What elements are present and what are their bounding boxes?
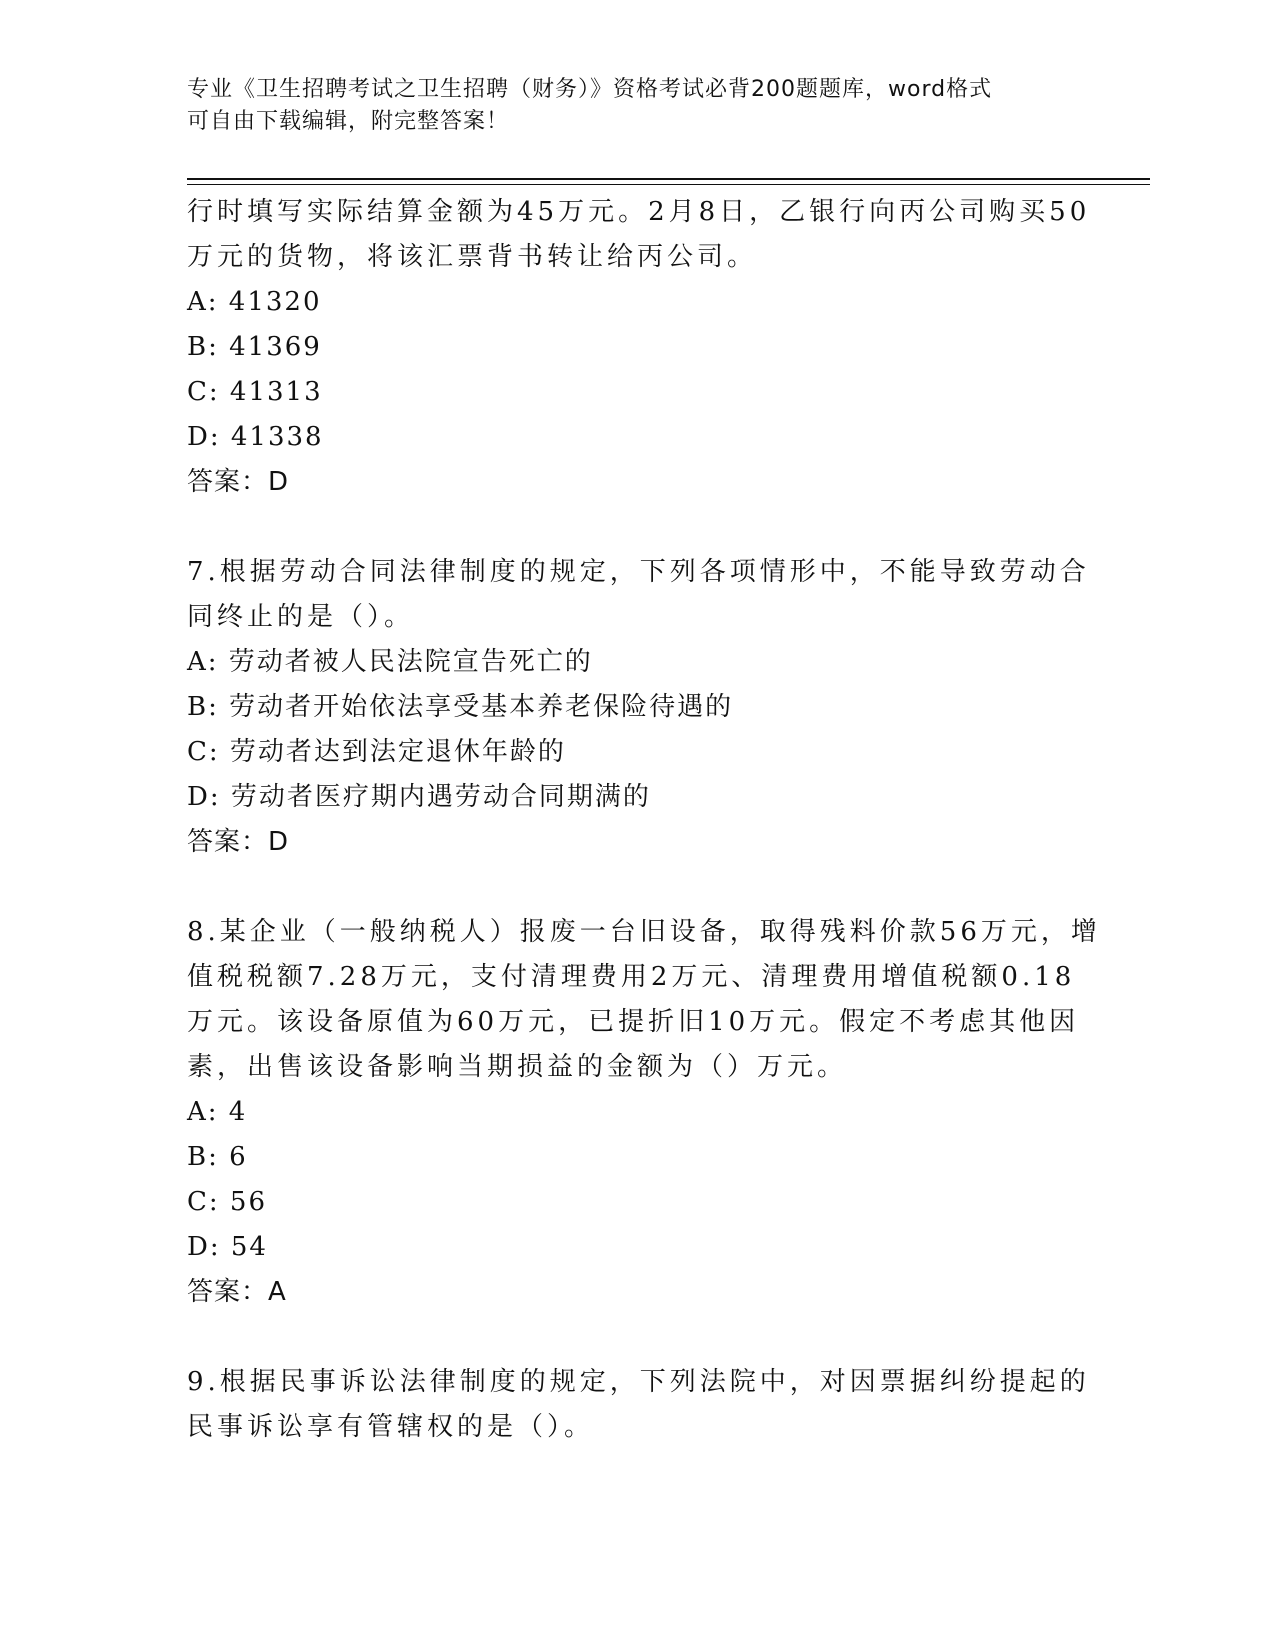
question-7-option-d: D: 劳动者医疗期内遇劳动合同期满的 — [187, 782, 651, 812]
question-8-answer: 答案：A — [187, 1277, 287, 1307]
question-6-option-a: A: 41320 — [187, 287, 322, 317]
spacer — [187, 505, 1087, 550]
question-8-option-c: C: 56 — [187, 1187, 268, 1217]
document-body — [187, 190, 1101, 1450]
question-7-option-a: A: 劳动者被人民法院宣告死亡的 — [187, 647, 593, 677]
question-7-option-c: C: 劳动者达到法定退休年龄的 — [187, 737, 566, 767]
spacer — [187, 865, 1087, 910]
question-6-answer: 答案：D — [187, 467, 290, 497]
question-9 — [187, 1360, 1090, 1450]
question-8-text-line-3: 万元。该设备原值为60万元，已提折旧10万元。假定不考虑其他因 — [187, 1007, 1080, 1037]
question-7 — [187, 550, 1090, 865]
question-7-text-line-1: 7.根据劳动合同法律制度的规定，下列各项情形中，不能导致劳动合 — [187, 557, 1090, 587]
question-7-text-line-2: 同终止的是（）。 — [187, 602, 415, 632]
question-8-text-line-1: 8.某企业（一般纳税人）报废一台旧设备，取得残料价款56万元，增 — [187, 917, 1101, 947]
header-title-line-2: 可自由下载编辑，附完整答案！ — [187, 109, 510, 134]
question-8-option-d: D: 54 — [187, 1232, 268, 1262]
question-6 — [187, 190, 1091, 505]
question-7-answer: 答案：D — [187, 827, 290, 857]
question-9-text-line-1: 9.根据民事诉讼法律制度的规定，下列法院中，对因票据纠纷提起的 — [187, 1367, 1090, 1397]
header-divider-thin — [187, 184, 1150, 185]
header-title-line-1: 专业《卫生招聘考试之卫生招聘（财务）》资格考试必背200题题库，word格式 — [187, 77, 993, 102]
question-7-option-b: B: 劳动者开始依法享受基本养老保险待遇的 — [187, 692, 734, 722]
question-6-option-c: C: 41313 — [187, 377, 323, 407]
spacer — [187, 1315, 1087, 1360]
question-8-text-line-4: 素，出售该设备影响当期损益的金额为（）万元。 — [187, 1052, 848, 1082]
question-8 — [187, 910, 1101, 1315]
document-header — [187, 74, 1087, 138]
question-8-text-line-2: 值税税额7.28万元，支付清理费用2万元、清理费用增值税额0.18 — [187, 962, 1076, 992]
question-6-text-line-2: 万元的货物，将该汇票背书转让给丙公司。 — [187, 242, 758, 272]
question-8-option-b: B: 6 — [187, 1142, 248, 1172]
question-6-option-b: B: 41369 — [187, 332, 322, 362]
question-9-text-line-2: 民事诉讼享有管辖权的是（）。 — [187, 1412, 595, 1442]
header-divider-thick — [187, 178, 1150, 180]
question-6-option-d: D: 41338 — [187, 422, 324, 452]
question-8-option-a: A: 4 — [187, 1097, 248, 1127]
question-6-text-line-1: 行时填写实际结算金额为45万元。2月8日，乙银行向丙公司购买50 — [187, 197, 1091, 227]
